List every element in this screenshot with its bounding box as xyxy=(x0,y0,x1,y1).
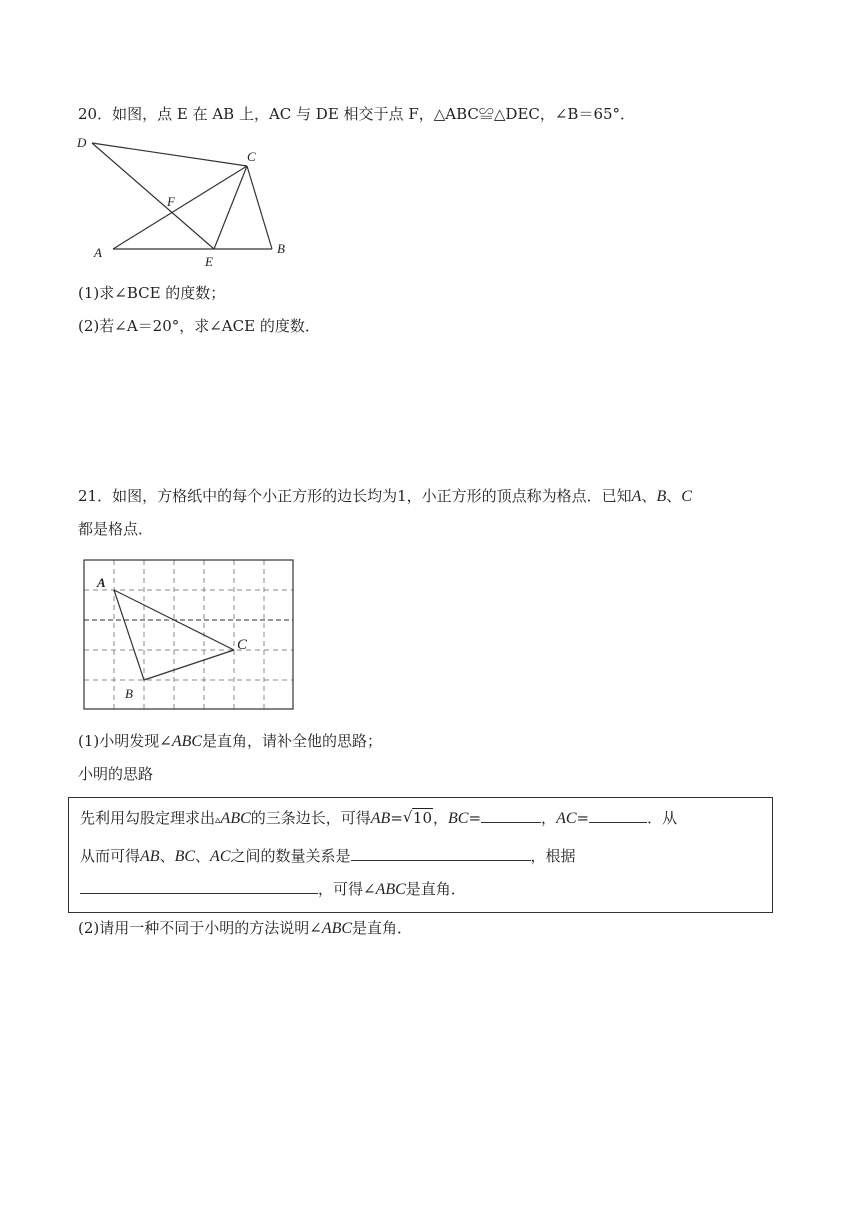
q21-stem-sep2: 、 xyxy=(666,487,682,505)
seg-BC xyxy=(144,650,234,680)
blank-ac[interactable] xyxy=(589,806,647,823)
box-l1-b: 的三条边长，可得 xyxy=(250,809,371,827)
box-l1-e: ．从 xyxy=(647,809,678,827)
q21-stem-A: A xyxy=(631,488,642,505)
triangle-symbol: ▵ xyxy=(215,813,221,826)
label-B: B xyxy=(277,241,285,256)
label-F: F xyxy=(167,194,175,209)
blank-bc[interactable] xyxy=(481,806,541,823)
box-l2-s1: 、 xyxy=(159,847,175,865)
q21-part1-b: 是直角，请补全他的思路； xyxy=(202,732,383,750)
box-l1-eq3: = xyxy=(576,809,590,827)
sqrt-10 xyxy=(403,808,433,828)
box-l1-a: 先利用勾股定理求出 xyxy=(80,809,216,827)
box-l1-d: ， xyxy=(541,809,557,827)
box-l1-abc: ABC xyxy=(220,810,251,827)
box-l1-c: ， xyxy=(433,809,449,827)
q21-part1 xyxy=(78,731,382,752)
box-line2 xyxy=(80,844,576,867)
q21-part2-abc: ABC xyxy=(321,920,353,937)
q21-stem-C: C xyxy=(681,488,692,505)
grid-label-B: B xyxy=(125,686,133,701)
q21-part2 xyxy=(78,918,412,939)
label-D: D xyxy=(77,135,87,150)
q21-stem-B: B xyxy=(656,488,667,505)
q20-stem: 20．如图，点 E 在 AB 上，AC 与 DE 相交于点 F，△ABC≌△DEC，∠B＝65°． xyxy=(78,105,636,123)
box-l3-a: ，可得∠ xyxy=(318,880,376,898)
label-A: A xyxy=(94,245,102,260)
box-l2-b: 之间的数量关系是 xyxy=(230,847,351,865)
box-l2-ab: AB xyxy=(140,848,160,865)
grid-border xyxy=(84,560,293,709)
q21-stem-line2: 都是格点． xyxy=(78,520,154,538)
q21-stem-sep1: 、 xyxy=(641,487,657,505)
seg-AB xyxy=(114,590,144,680)
q20-part2: (2)若∠A＝20°，求∠ACE 的度数． xyxy=(78,317,320,335)
sqrt-symbol: √ xyxy=(402,808,413,826)
box-l2-bc: BC xyxy=(174,848,196,865)
q21-part2-a: (2)请用一种不同于小明的方法说明∠ xyxy=(78,919,322,937)
box-l3-b: 是直角． xyxy=(405,880,466,898)
label-E: E xyxy=(205,254,213,269)
grid-label-C: C xyxy=(237,637,248,653)
q21-stem-text: 21．如图，方格纸中的每个小正方形的边长均为1，小正方形的顶点称为格点．已知 xyxy=(78,487,632,505)
sqrt-radicand: 10 xyxy=(412,809,432,827)
box-l2-a: 从而可得 xyxy=(80,847,141,865)
q20-part1: (1)求∠BCE 的度数； xyxy=(78,284,226,302)
box-l1-bc: BC xyxy=(448,810,469,827)
box-line1 xyxy=(80,806,677,830)
box-l1-ab: AB xyxy=(370,810,391,827)
q21-part1-abc: ABC xyxy=(171,733,203,750)
grid-label-A: A xyxy=(97,575,106,590)
q21-part2-b: 是直角． xyxy=(352,919,413,937)
blank-reason[interactable] xyxy=(80,877,318,894)
thought-title: 小明的思路 xyxy=(78,765,154,783)
box-line3 xyxy=(80,877,466,900)
blank-relation[interactable] xyxy=(351,844,531,861)
box-l3-abc: ABC xyxy=(375,881,406,898)
q21-part1-a: (1)小明发现∠ xyxy=(78,732,172,750)
box-l1-eq2: = xyxy=(468,809,482,827)
box-l2-c: ，根据 xyxy=(530,847,576,865)
box-l1-eq1: = xyxy=(390,809,403,827)
label-C: C xyxy=(247,149,256,164)
box-l1-ac: AC xyxy=(556,810,577,827)
box-l2-ac: AC xyxy=(210,848,231,865)
box-l2-s2: 、 xyxy=(195,847,211,865)
